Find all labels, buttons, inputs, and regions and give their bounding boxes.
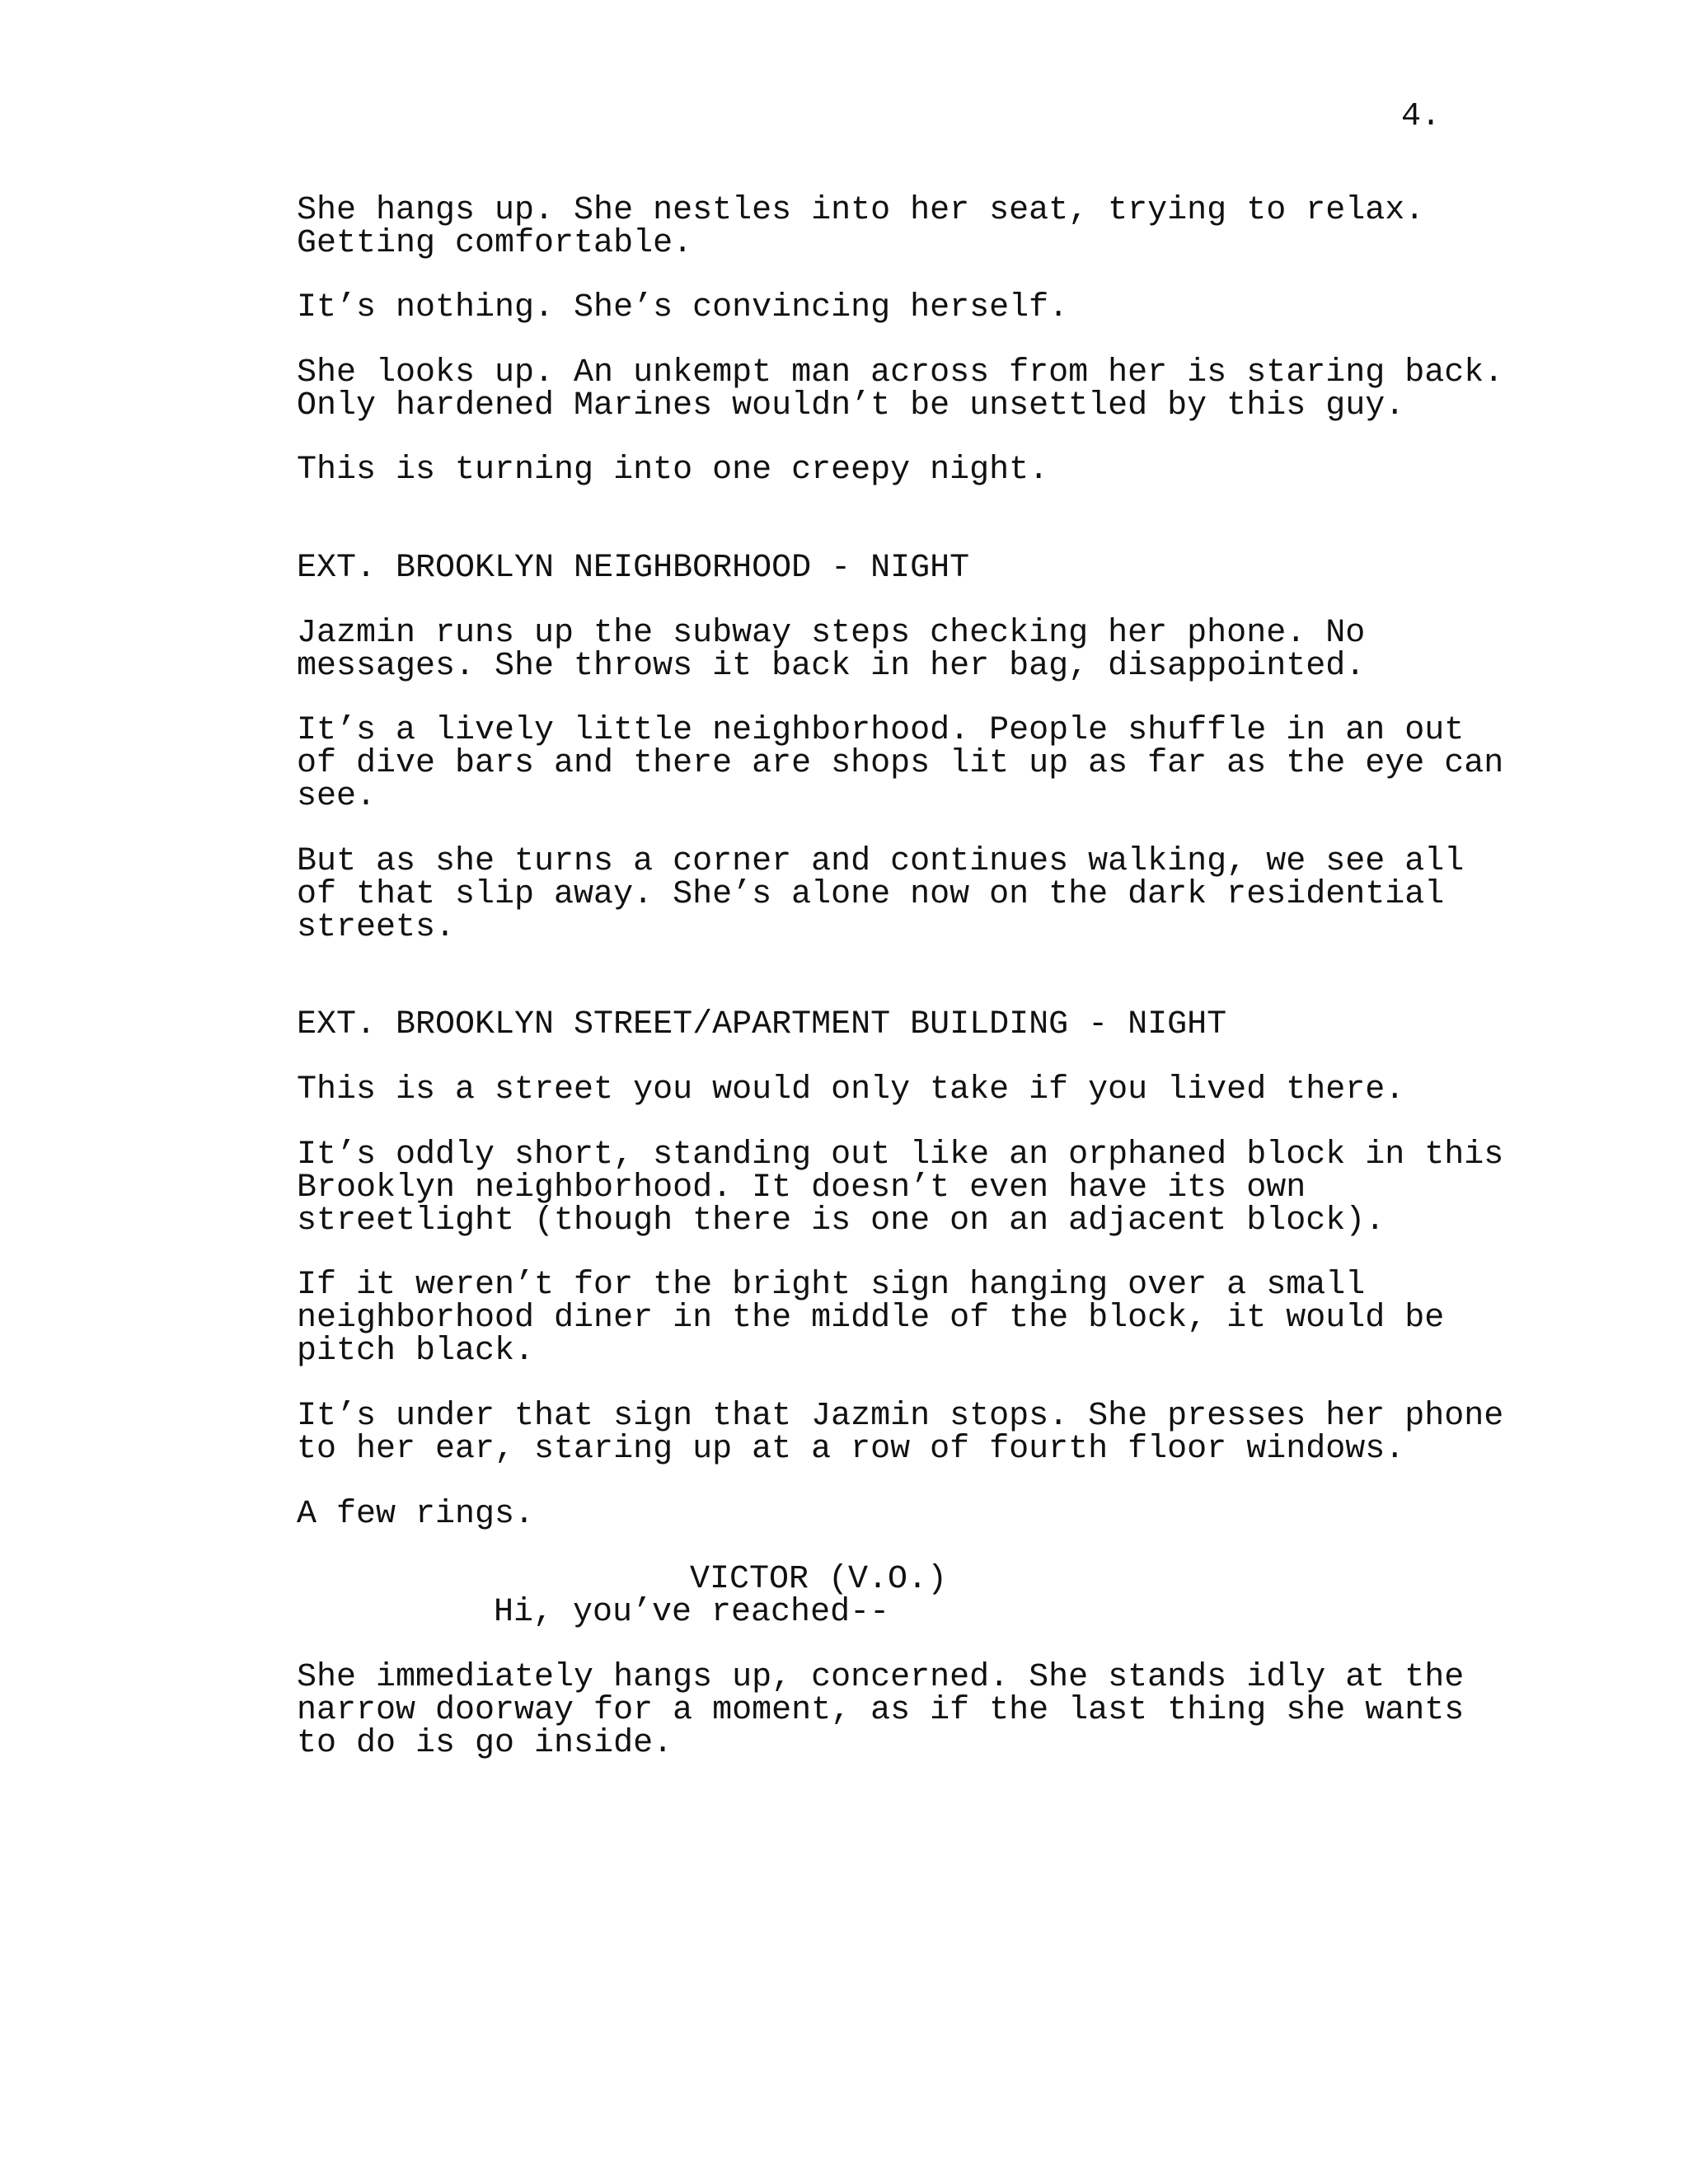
action-line: Only hardened Marines wouldn’t be unsettled by this guy.	[297, 387, 1405, 424]
action-line: It’s oddly short, standing out like an orphaned block in this	[297, 1137, 1504, 1174]
action-block	[297, 1071, 1467, 1108]
action-line: She hangs up. She nestles into her seat, trying to relax.	[297, 192, 1425, 229]
action-block	[297, 843, 1467, 946]
action-line: It’s nothing. She’s convincing herself.	[297, 289, 1069, 326]
action-line: Getting comfortable.	[297, 225, 693, 262]
page-number: 4.	[1401, 98, 1442, 135]
action-line: streets.	[297, 909, 456, 946]
action-line: pitch black.	[297, 1333, 535, 1370]
action-block	[297, 617, 1467, 683]
dialogue-line: Hi, you’ve reached--	[494, 1594, 890, 1631]
action-line: messages. She throws it back in her bag, disappointed.	[297, 648, 1366, 685]
action-line: But as she turns a corner and continues walking, we see all	[297, 843, 1465, 880]
action-block	[297, 1137, 1504, 1240]
action-block	[297, 194, 1467, 260]
action-line: of dive bars and there are shops lit up as far as the eye can	[297, 745, 1504, 782]
action-block	[297, 289, 1467, 326]
action-line: streetlight (though there is one on an adjacent block).	[297, 1202, 1386, 1240]
action-block	[297, 712, 1504, 815]
action-block	[297, 1398, 1504, 1468]
action-line: Brooklyn neighborhood. It doesn’t even have its own	[297, 1169, 1306, 1207]
action-line: It’s under that sign that Jazmin stops. She presses her phone	[297, 1398, 1504, 1435]
action-block	[297, 1498, 1467, 1531]
action-line: neighborhood diner in the middle of the block, it would be	[297, 1300, 1445, 1337]
action-line: If it weren’t for the bright sign hanging over a small	[297, 1267, 1366, 1304]
action-line: Jazmin runs up the subway steps checking her phone. No	[297, 615, 1366, 652]
action-line: see.	[297, 778, 377, 815]
action-line: She looks up. An unkempt man across from her is staring back.	[297, 354, 1504, 391]
action-line: She immediately hangs up, concerned. She stands idly at the	[297, 1659, 1465, 1696]
scene-heading-text: EXT. BROOKLYN STREET/APARTMENT BUILDING - NIGHT	[297, 1006, 1227, 1043]
action-line: to do is go inside.	[297, 1725, 673, 1762]
action-line: of that slip away. She’s alone now on the dark residential	[297, 876, 1445, 913]
action-line: This is a street you would only take if you lived there.	[297, 1071, 1405, 1108]
action-line: It’s a lively little neighborhood. People shuffle in an out	[297, 712, 1465, 749]
scene-heading	[297, 552, 1467, 585]
action-block	[297, 454, 1467, 487]
action-block	[297, 1661, 1467, 1760]
action-block	[297, 354, 1504, 424]
action-line: This is turning into one creepy night.	[297, 452, 1049, 489]
scene-heading	[297, 1006, 1467, 1043]
character-cue: VICTOR (V.O.)	[690, 1561, 948, 1598]
action-line: narrow doorway for a moment, as if the last thing she wants	[297, 1692, 1465, 1729]
action-block	[297, 1269, 1467, 1368]
action-line: to her ear, staring up at a row of fourth floor windows.	[297, 1431, 1405, 1468]
action-line: A few rings.	[297, 1496, 535, 1533]
scene-heading-text: EXT. BROOKLYN NEIGHBORHOOD - NIGHT	[297, 550, 970, 587]
